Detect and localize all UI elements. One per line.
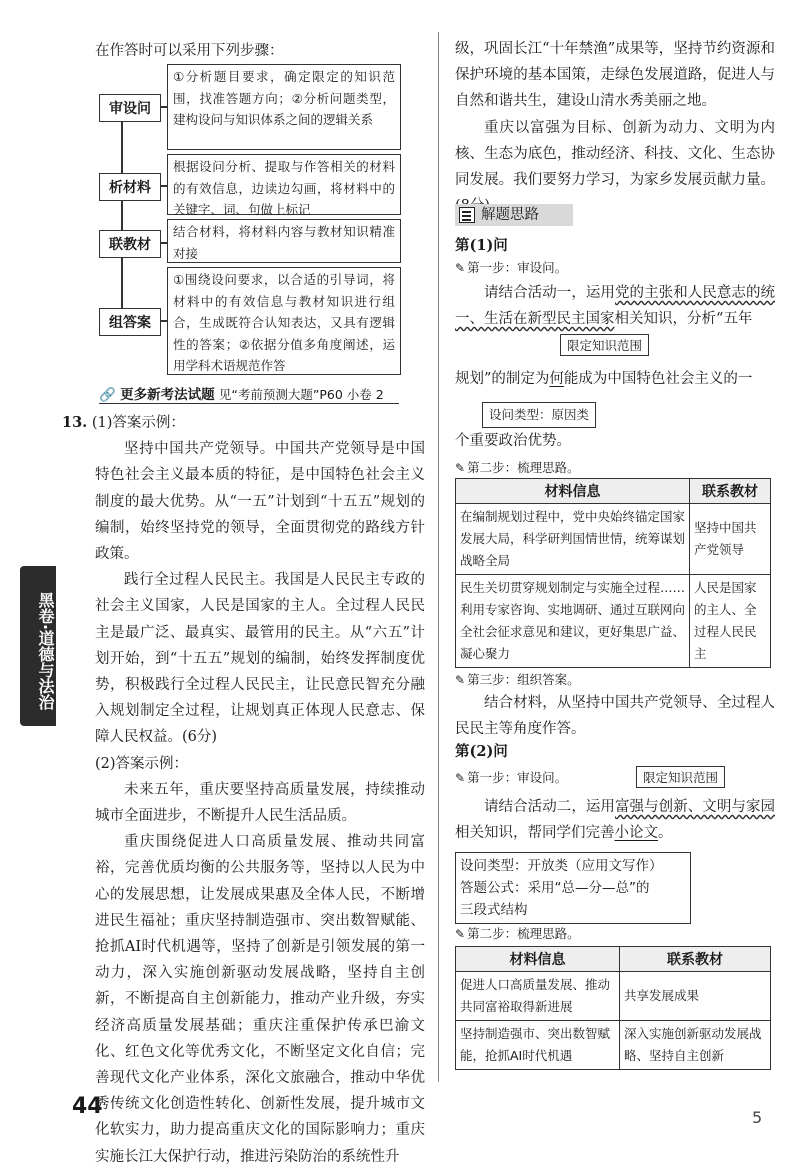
q1-prompt-2: 规划”的制定为何能成为中国特色社会主义的一 (455, 371, 753, 387)
flow-box-4: ①围绕设问要求，以合适的引导词，将材料中的有效信息与教材知识进行组合，生成既符合认知表达，又具有逻辑性的答案；②依据分值多角度阐述，运用学科术语规范作答 (167, 267, 401, 375)
pencil-icon: ✎ (455, 927, 466, 941)
question-13: 13. (1)答案示例： 坚持中国共产党领导。中国共产党领导是中国特色社会主义最本质的特征，是中国特色社会主义制度的最大优势。从“一五”计划到“十五五”规划的编制，始终坚持党的领导，全面贯彻党的路线方针政策。 践行全过程人民民主。我国是人民民主专政的社会主义国家，人民是国家的主人。全过程人民民主是最广泛、最真实、最管用的民主。从“六五”计划开始，到“十五五”规划的编制，始终发挥制度优势，积极践行全过程人民民主，让民意民智充分融入规划制定全过程，让规划真正体现人民意志、保障人民权益。(6分) (2)答案示例： 未来五年，重庆要坚持高质量发展，持续推动城市全面进步，不断提升人民生活品质。 重庆围绕促进人口高质量发展、推动共同富裕，完善优质均衡的公共服务等，坚持以人民为中心的发展思想，让发展成果惠及全体人民，不断增进民生福祉；重庆坚持制造强市、突出数智赋能、抢抓AI时代机遇等，坚持了创新是引领发展的第一动力，深入实施创新驱动发展战略，坚持自主创新，不断提高自主创新能力，推动产业升级，夯实经济高质量发展基础；重庆注重保护传承巴渝文化、红色文化等优秀文化，不断坚定文化自信；完善现代文化产业体系，深化文旅融合，推动中华优秀传统文化创造性转化、创新性发展，提升城市文化软实力，助力提高重庆文化的国际影响力；重庆实施长江大保护行动，推进污染防治的系统性升 (62, 410, 425, 1170)
flow-step-1: 审设问 (99, 94, 161, 122)
tag-scope-2: 限定知识范围 (636, 766, 725, 788)
step-1b: ✎ 第一步：审设问。 (455, 770, 568, 785)
q1-prompt: 请结合活动一，运用党的主张和人民意志的统一、生活在新型民主国家相关知识，分析“五年 (455, 285, 776, 328)
sub-q2: 第(2)问 (455, 743, 508, 760)
pencil-icon: ✎ (455, 673, 466, 687)
tag-scope: 限定知识范围 (560, 334, 649, 356)
tag-type: 设问类型：原因类 (482, 402, 596, 428)
step-1: ✎ 第一步：审设问。 (455, 260, 568, 275)
pencil-icon: ✎ (455, 261, 466, 275)
answer-1: 结合材料，从坚持中国共产党领导、全过程人民民主等角度作答。 (455, 695, 775, 738)
table-2: 材料信息 联系教材 促进人口高质量发展、推动共同富裕取得新进展 共享发展成果 坚持制造强市、突出数智赋能，抢抓AI时代机遇 深入实施创新驱动发展战略、坚持自主创新 (455, 946, 771, 1070)
continued-para: 级，巩固长江“十年禁渔”成果等，坚持节约资源和保护环境的基本国策，走绿色发展道路，促进人与自然和谐共生，建设山清水秀美丽之地。 (455, 41, 775, 110)
flow-line (121, 122, 123, 317)
flow-box-3: 结合材料，将材料内容与教材知识精准对接 (167, 219, 401, 263)
conclusion-para: 重庆以富强为目标、创新为动力、文明为内核、生态为底色，推动经济、科技、文化、生态协同发展。我们要努力学习，为家乡发展贡献力量。 (455, 119, 775, 189)
flow-box-1: ①分析题目要求，确定限定的知识范围，找准答题方向；②分析问题类型，建构设问与知识体系之间的逻辑关系 (167, 64, 401, 150)
step-2b: ✎ 第二步：梳理思路。 (455, 926, 580, 941)
section-title: 解题思路 (455, 204, 573, 226)
q1-prompt-3: 个重要政治优势。 (455, 433, 571, 449)
q2-para-2: 重庆围绕促进人口高质量发展、推动共同富裕，完善优质均衡的公共服务等，坚持以人民为中心的发展思想，让发展成果惠及全体人民，不断增进民生福祉；重庆坚持制造强市、突出数智赋能、抢抓AI时代机遇等，坚持了创新是引领发展的第一动力，深入实施创新驱动发展战略，坚持自主创新，不断提高自主创新能力，推动产业升级，夯实经济高质量发展基础；重庆注重保护传承巴渝文化、红色文化等优秀文化，不断坚定文化自信；完善现代文化产业体系，深化文旅融合，推动中华优秀传统文化创造性转化、创新性发展，提升城市文化软实力，助力提高重庆文化的国际影响力；重庆实施长江大保护行动，推进污染防治的系统性升 (95, 834, 425, 1165)
pencil-icon: ✎ (455, 461, 466, 475)
intro-text: 在作答时可以采用下列步骤： (95, 43, 284, 59)
flow-box-2: 根据设问分析、提取与作答相关的材料的有效信息，边读边勾画，将材料中的关键字、词、句做上标记 (167, 154, 401, 215)
flow-step-3: 联教材 (99, 230, 161, 258)
q1-para-1: 坚持中国共产党领导。中国共产党领导是中国特色社会主义最本质的特征，是中国特色社会主义制度的最大优势。从“一五”计划到“十五五”规划的编制，始终坚持党的领导，全面贯彻党的路线方针政策。 (95, 441, 425, 563)
q2-prompt: 请结合活动二，运用富强与创新、文明与家园相关知识，帮同学们完善小论文。 (455, 799, 776, 842)
table-row: 在编制规划过程中，党中央始终锚定国家发展大局，科学研判国情世情，统筹谋划战略全局 坚持中国共产党领导 (456, 504, 771, 575)
q1-para-2: 践行全过程人民民主。我国是人民民主专政的社会主义国家，人民是国家的主人。全过程人民民主是最广泛、最真实、最管用的民主。从“六五”计划开始，到“十五五”规划的编制，始终发挥制度优势，积极践行全过程人民民主，让民意民智充分融入规划制定全过程，让规划真正体现人民意志、保障人民权益。(6分) (95, 572, 425, 746)
page-number-left: 44 (72, 1094, 103, 1119)
link-icon: 🔗 (99, 387, 116, 403)
pencil-icon: ✎ (455, 771, 466, 785)
subject-tab: 黑卷·道德与法治 (20, 566, 56, 726)
question-type-note: 设问类型：开放类（应用文写作） 答题公式：采用“总—分—总”的 三段式结构 (455, 852, 691, 924)
right-top (455, 36, 775, 219)
flow-step-2: 析材料 (99, 173, 161, 201)
step-2: ✎ 第二步：梳理思路。 (455, 460, 580, 475)
q2-para-1: 未来五年，重庆要坚持高质量发展，持续推动城市全面进步，不断提升人民生活品质。 (95, 781, 425, 825)
sub-q1: 第(1)问 (455, 237, 508, 254)
table-1: 材料信息 联系教材 在编制规划过程中，党中央始终锚定国家发展大局，科学研判国情世情，统筹谋划战略全局 坚持中国共产党领导 民生关切贯穿规划制定与实施全过程……利用专家咨询、实地调研、通过互联网向全社会征求意见和建议，更好集思广益、凝心聚力 人民是国家的主人、全过程人民民主 (455, 478, 771, 668)
column-divider (438, 32, 439, 1082)
step-3: ✎ 第三步：组织答案。 (455, 672, 580, 687)
more-questions: 🔗 更多新考法试题 见“考前预测大题”P60 小卷 2 (99, 383, 399, 404)
q2-head: (2)答案示例： (95, 755, 189, 772)
table-row: 民生关切贯穿规划制定与实施全过程……利用专家咨询、实地调研、通过互联网向全社会征求意见和建议，更好集思广益、凝心聚力 人民是国家的主人、全过程人民民主 (456, 575, 771, 668)
table-row: 促进人口高质量发展、推动共同富裕取得新进展 共享发展成果 (456, 972, 771, 1021)
edit-icon (459, 207, 475, 223)
flow-step-4: 组答案 (99, 308, 161, 336)
table-row: 坚持制造强市、突出数智赋能，抢抓AI时代机遇 深入实施创新驱动发展战略、坚持自主创新 (456, 1021, 771, 1070)
page-number-right: 5 (752, 1108, 763, 1127)
